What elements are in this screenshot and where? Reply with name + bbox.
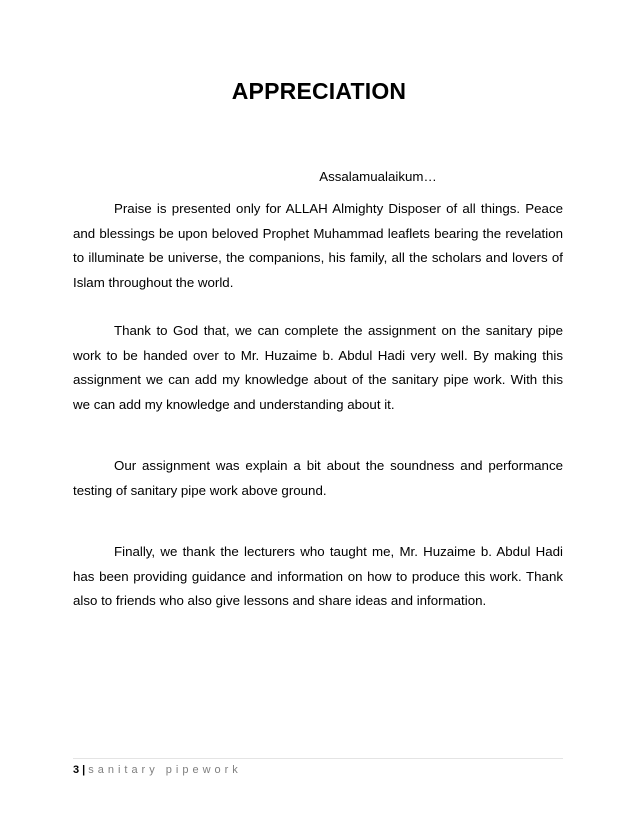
- paragraph-assignment-scope: Our assignment was explain a bit about the soundness and performance testing of sanitary pipe work above ground.: [73, 458, 563, 498]
- footer-divider: [73, 758, 563, 759]
- salutation: Assalamualaikum…: [319, 169, 437, 184]
- page-title: APPRECIATION: [231, 78, 407, 104]
- footer-section-title: sanitary pipework: [88, 764, 242, 776]
- page-footer: [73, 764, 242, 776]
- paragraph-thanks: Thank to God that, we can complete the assignment on the sanitary pipe work to be handed over to Mr. Huzaime b. Abdul Hadi very well. By making this assignment we can add my knowledge about of the sanitary pipe work. With this we can add my knowledge and understanding about it.: [73, 323, 563, 412]
- page-number: 3: [73, 764, 80, 776]
- paragraph-praise: Praise is presented only for ALLAH Almighty Disposer of all things. Peace and blessings be upon beloved Prophet Muhammad leaflets bearing the revelation to illuminate be universe, the companions, his family, all the scholars and lovers of Islam throughout the world.: [73, 201, 563, 290]
- footer-separator: |: [82, 764, 86, 776]
- paragraph-closing: Finally, we thank the lecturers who taught me, Mr. Huzaime b. Abdul Hadi has been providing guidance and information on how to produce this work. Thank also to friends who also give lessons and share ideas and information.: [73, 544, 563, 608]
